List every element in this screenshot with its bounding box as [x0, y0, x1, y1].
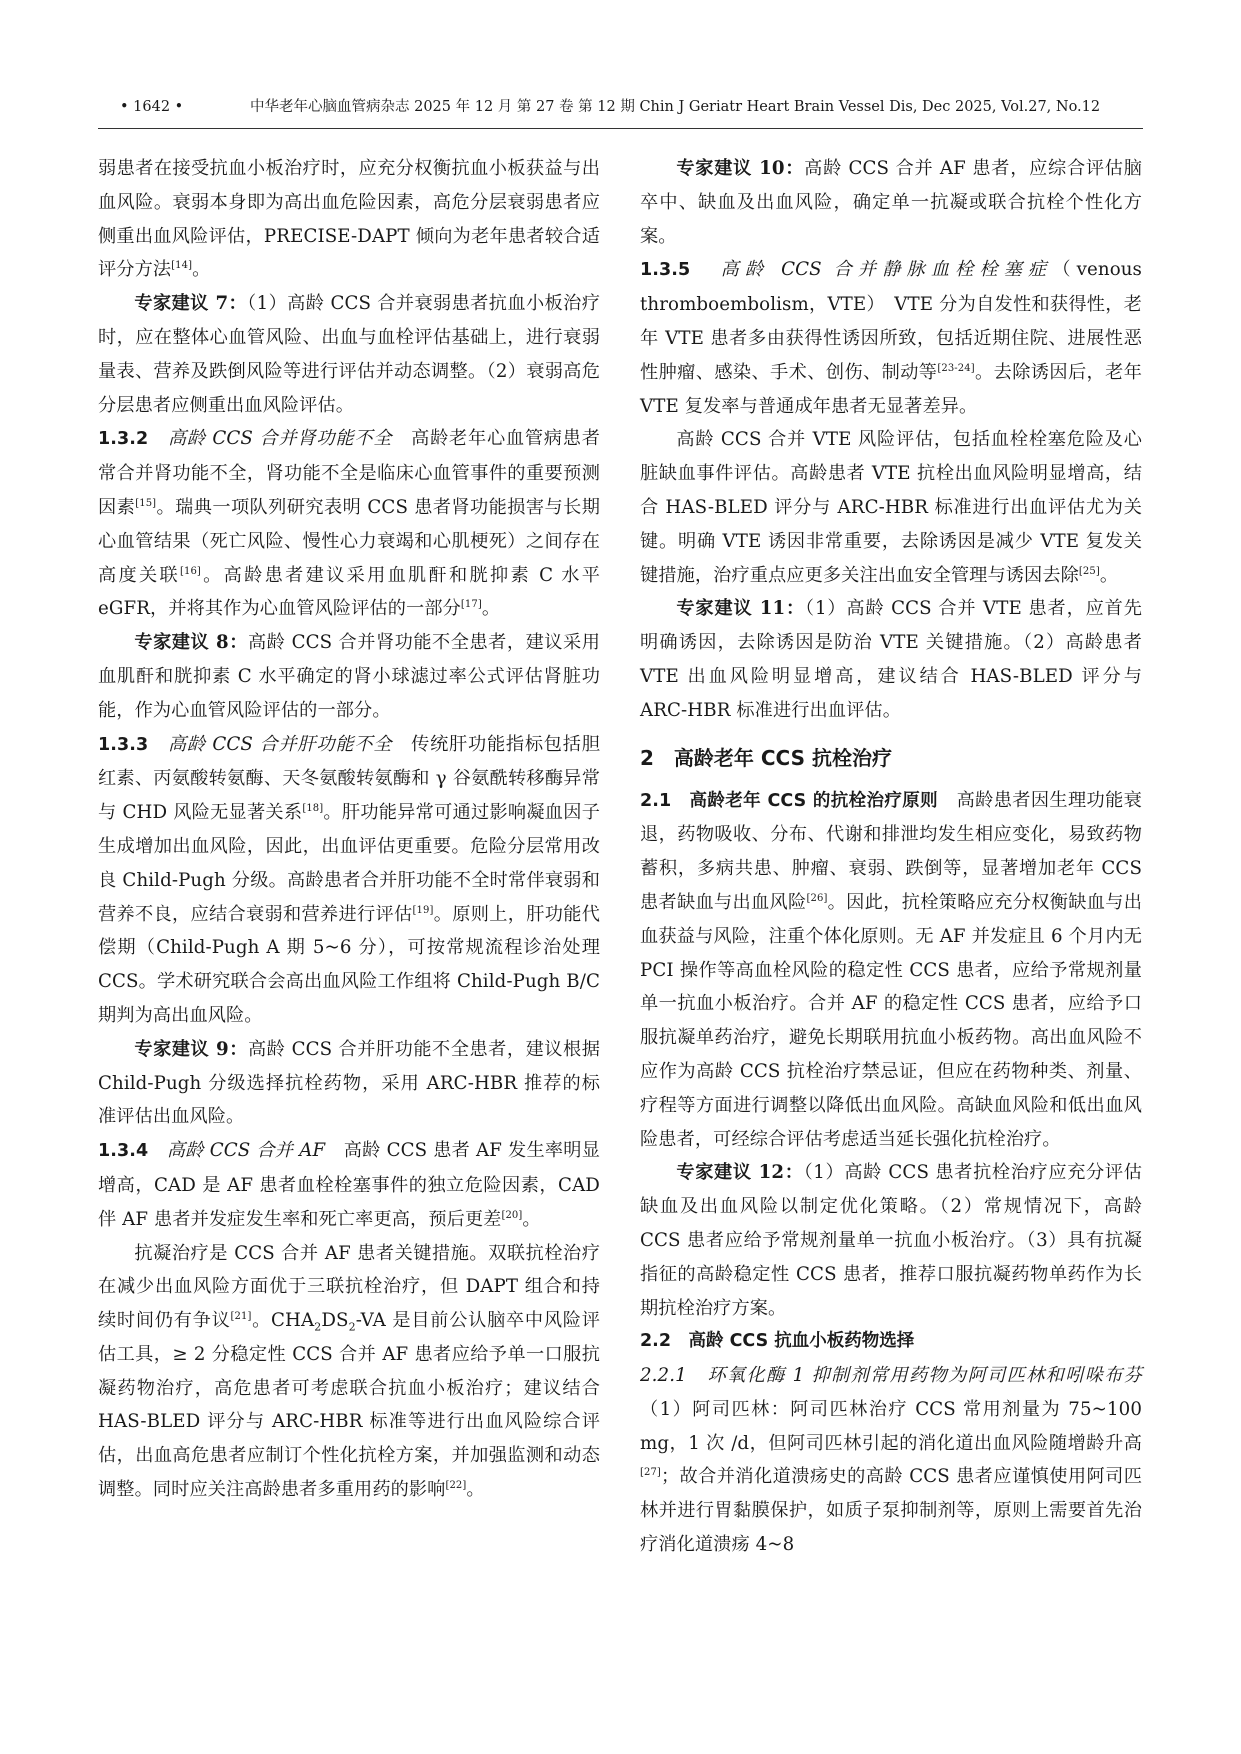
recommendation-label: 专家建议 12： — [676, 1162, 804, 1184]
section-1-3-5: 1.3.5 高龄 CCS 合并静脉血栓栓塞症（venous thromboembolism，VTE） VTE 分为自发性和获得性，老年 VTE 患者多由获得性诱因所致，包括近期住院、进展性恶性肿瘤、感染、手术、创伤、制动等[23-24]。去除诱因后，老年 VTE 复发率与普通成年患者无显著差异。 — [640, 259, 1143, 417]
header-rule — [98, 128, 1143, 129]
citation-ref: [14] — [171, 260, 193, 272]
expert-recommendation-12: 专家建议 12：（1）高龄 CCS 患者抗栓治疗应充分评估缺血及出血风险以制定优化策略。（2）常规情况下，高龄 CCS 患者应给予常规剂量单一抗血小板治疗。（3）具有抗凝指征的高龄稳定性 CCS 患者，推荐口服抗凝药物单药作为长期抗栓治疗方案。 — [640, 1162, 1142, 1319]
page-number: • 1642 • — [120, 99, 184, 115]
running-header — [98, 92, 1143, 122]
recommendation-label: 专家建议 9： — [134, 1038, 248, 1060]
recommendation-label: 专家建议 11： — [676, 598, 806, 620]
paragraph-frailty-end: 弱患者在接受抗血小板治疗时，应充分权衡抗血小板获益与出血风险。衰弱本身即为高出血危险因素，高危分层衰弱患者应侧重出血风险评估，PRECISE-DAPT 倾向为老年患者较合适评分方法[14]。 — [98, 158, 600, 281]
journal-citation: 中华老年心脑血管病杂志 2025 年 12 月 第 27 卷 第 12 期 Chin J Geriatr Heart Brain Vessel Dis, Dec 2025, Vol.27, No.12 — [250, 99, 1101, 115]
expert-recommendation-7: 专家建议 7：（1）高龄 CCS 合并衰弱患者抗血小板治疗时，应在整体心血管风险、出血与血栓评估基础上，进行衰弱量表、营养及跌倒风险等进行评估并动态调整。（2）衰弱高危分层患者应侧重出血风险评估。 — [98, 293, 601, 416]
expert-recommendation-9: 专家建议 9：高龄 CCS 合并肝功能不全患者，建议根据 Child-Pugh 分级选择抗栓药物，采用 ARC-HBR 推荐的标准评估出血风险。 — [98, 1038, 600, 1128]
section-1-3-4: 1.3.4 高龄 CCS 合并 AF 高龄 CCS 患者 AF 发生率明显增高，CAD 是 AF 患者血栓栓塞事件的独立危险因素，CAD 伴 AF 患者并发症发生率和死亡率更高，预后更差[20]。 — [98, 1140, 600, 1230]
section-2-2-1: 2.2.1 环氧化酶 1 抑制剂常用药物为阿司匹林和吲哚布芬 （1）阿司匹林：阿司匹林治疗 CCS 常用剂量为 75~100 mg，1 次 /d，但阿司匹林引起的消化道出血风险随增龄升高[27]；故合并消化道溃疡史的高龄 CCS 患者应谨慎使用阿司匹林并进行胃黏膜保护，如质子泵抑制剂等，原则上需要首先治疗消化道溃疡 4~8 — [640, 1365, 1142, 1556]
right-column — [640, 152, 1142, 1562]
recommendation-label: 专家建议 8： — [134, 632, 248, 654]
expert-recommendation-8: 专家建议 8：高龄 CCS 合并肾功能不全患者，建议采用血肌酐和胱抑素 C 水平确定的肾小球滤过率公式评估肾脏功能，作为心血管风险评估的一部分。 — [98, 632, 600, 721]
section-title: 高龄 CCS 合并静脉血栓栓塞症 — [720, 259, 1053, 281]
left-column — [98, 152, 600, 1507]
section-1-3-2: 1.3.2 高龄 CCS 合并肾功能不全 高龄老年心血管病患者常合并肾功能不全，肾功能不全是临床心血管事件的重要预测因素[15]。瑞典一项队列研究表明 CCS 患者肾功能损害与长期心血管结果（死亡风险、慢性心力衰竭和心肌梗死）之间存在高度关联[16]。高龄患者建议采用血肌酐和胱抑素 C 水平 eGFR，并将其作为心血管风险评估的一部分[17]。 — [98, 428, 600, 620]
section-title: 高龄 CCS 合并 AF — [166, 1140, 326, 1162]
section-title: 2.2.1 环氧化酶 1 抑制剂常用药物为阿司匹林和吲哚布芬 — [640, 1365, 1142, 1387]
section-2-2-heading: 2.2 高龄 CCS 抗血小板药物选择 — [640, 1331, 915, 1352]
recommendation-label: 专家建议 7： — [134, 293, 248, 315]
section-1-3-3: 1.3.3 高龄 CCS 合并肝功能不全 传统肝功能指标包括胆红素、丙氨酸转氨酶、天冬氨酸转氨酶和 γ 谷氨酰转移酶异常与 CHD 风险无显著关系[18]。肝功能异常可通过影响凝血因子生成增加出血风险，因此，出血评估更重要。危险分层常用改良 Child-Pugh 分级。高龄患者合并肝功能不全时常伴衰弱和营养不良，应结合衰弱和营养进行评估[19]。原则上，肝功能代偿期（Child-Pugh A 期 5~6 分），可按常规流程诊治处理 CCS。学术研究联合会高出血风险工作组将 Child-Pugh B/C 期判为高出血风险。 — [98, 733, 601, 1026]
section-title: 高龄 CCS 合并肝功能不全 — [167, 733, 393, 755]
recommendation-label: 专家建议 10： — [676, 158, 805, 179]
section-title: 高龄 CCS 合并肾功能不全 — [167, 428, 393, 450]
paragraph-vte-risk: 高龄 CCS 合并 VTE 风险评估，包括血栓栓塞危险及心脏缺血事件评估。高龄患者 VTE 抗栓出血风险明显增高，结合 HAS-BLED 评分与 ARC-HBR 标准进行出血评估尤为关键。明确 VTE 诱因非常重要，去除诱因是减少 VTE 复发关键措施，治疗重点应更多关注出血安全管理与诱因去除[25]。 — [640, 429, 1142, 586]
expert-recommendation-11: 专家建议 11：（1）高龄 CCS 合并 VTE 患者，应首先明确诱因，去除诱因是防治 VTE 关键措施。（2）高龄患者 VTE 出血风险明显增高，建议结合 HAS-BLED 评分与 ARC-HBR 标准进行出血评估。 — [640, 598, 1142, 721]
section-title: 2.1 高龄老年 CCS 的抗栓治疗原则 — [640, 790, 938, 811]
section-2-1: 2.1 高龄老年 CCS 的抗栓治疗原则 高龄患者因生理功能衰退，药物吸收、分布、代谢和排泄均发生相应变化，易致药物蓄积，多病共患、肿瘤、衰弱、跌倒等，显著增加老年 CCS 患者缺血与出血风险[26]。因此，抗栓策略应充分权衡缺血与出血获益与风险，注重个体化原则。无 AF 并发症且 6 个月内无 PCI 操作等高血栓风险的稳定性 CCS 患者，应给予常规剂量单一抗血小板治疗。合并 AF 的稳定性 CCS 患者，应给予口服抗凝单药治疗，避免长期联用抗血小板药物。高出血风险不应作为高龄 CCS 抗栓治疗禁忌证，但应在药物种类、剂量、疗程等方面进行调整以降低出血风险。高缺血风险和低出血风险患者，可经综合评估考虑适当延长强化抗栓治疗。 — [640, 789, 1143, 1150]
expert-recommendation-10: 专家建议 10：高龄 CCS 合并 AF 患者，应综合评估脑卒中、缺血及出血风险，确定单一抗凝或联合抗栓个性化方案。 — [640, 158, 1142, 247]
section-2-heading: 2 高龄老年 CCS 抗栓治疗 — [640, 745, 892, 770]
paragraph-anticoagulation: 抗凝治疗是 CCS 合并 AF 患者关键措施。双联抗栓治疗在减少出血风险方面优于三联抗栓治疗，但 DAPT 组合和持续时间仍有争议[21]。$CHA_2DS_2-VA$ 是目前公认脑卒中风险评估工具，≥ 2 分稳定性 CCS 合并 AF 患者应给予单一口服抗凝药物治疗，高危患者可考虑联合抗血小板治疗；建议结合 HAS-BLED 评分与 ARC-HBR 标准等进行出血风险综合评估，出血高危患者应制订个性化抗栓方案，并加强监测和动态调整。同时应关注高龄患者多重用药的影响[22]。 — [98, 1242, 601, 1501]
